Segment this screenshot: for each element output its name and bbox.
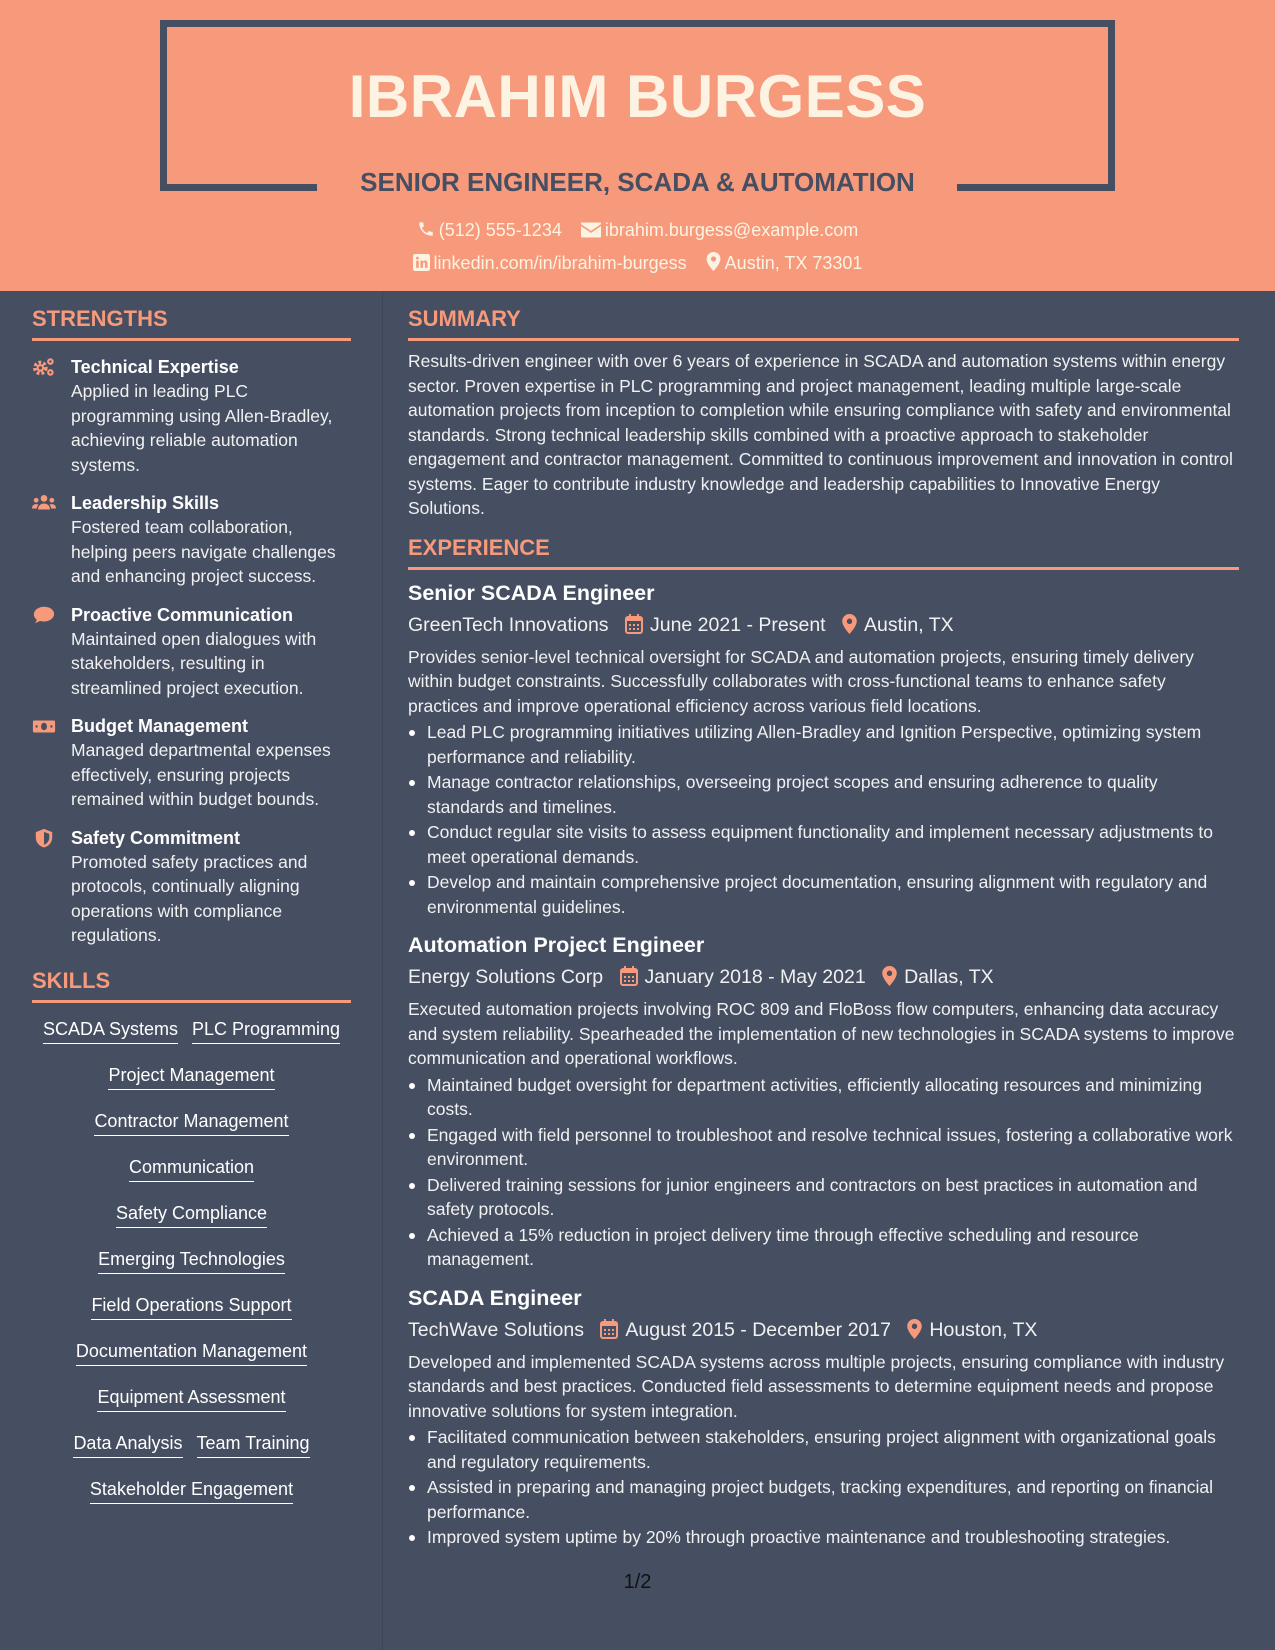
job-bullet: Manage contractor relationships, overseeing project scopes and ensuring adherence to quality standards and timelines.: [408, 770, 1239, 819]
contact-row-secondary: [0, 252, 1275, 274]
skill-tag: Safety Compliance: [116, 1201, 267, 1228]
linkedin-text: linkedin.com/in/ibrahim-burgess: [433, 253, 687, 273]
map-pin-icon: [842, 614, 857, 634]
calendar-icon: [625, 614, 643, 634]
contact-row-primary: [0, 220, 1275, 241]
job-meta: [408, 964, 1239, 990]
left-column: [32, 306, 351, 1523]
skill-tag: Contractor Management: [94, 1109, 288, 1136]
skill-tag: Emerging Technologies: [98, 1247, 285, 1274]
job-dates: January 2018 - May 2021: [644, 966, 866, 988]
skills-heading: SKILLS: [32, 968, 351, 1003]
strength-desc: Promoted safety practices and protocols, continually aligning operations with compliance regulations.: [71, 851, 308, 945]
job-bullet: Achieved a 15% reduction in project delivery time through effective scheduling and resource management.: [408, 1223, 1239, 1272]
skill-tag: Stakeholder Engagement: [90, 1477, 293, 1504]
summary-text: Results-driven engineer with over 6 years of experience in SCADA and automation systems within energy sector. Proven expertise in PLC programming and project management, leading multiple large-scale automation projects from inception to completion while ensuring compliance with safety and environmental standards. Strong technical leadership skills combined with a proactive approach to stakeholder engagement and contractor management. Committed to continuous improvement and innovation in control systems. Eager to contribute industry knowledge and leadership capabilities to Innovative Energy Solutions.: [408, 351, 1233, 518]
job-entry: [408, 1284, 1239, 1550]
experience-heading: EXPERIENCE: [408, 535, 1239, 570]
job-bullet: Lead PLC programming initiatives utilizing Allen-Bradley and Ignition Perspective, optimizing system performance and reliability.: [408, 720, 1239, 769]
strength-item: [32, 714, 351, 812]
map-pin-icon: [907, 1319, 922, 1339]
email-contact[interactable]: [581, 220, 858, 241]
job-company: Energy Solutions Corp: [408, 966, 604, 988]
job-bullet: Delivered training sessions for junior engineers and contractors on best practices in automation and safety protocols.: [408, 1173, 1239, 1222]
strength-title: Safety Commitment: [71, 827, 241, 848]
strength-item: [32, 826, 351, 948]
job-bullets: [408, 1425, 1239, 1550]
job-role: Automation Project Engineer: [408, 933, 705, 957]
job-location: Austin, TX: [864, 613, 954, 636]
skill-tag: PLC Programming: [192, 1017, 340, 1044]
job-bullets: [408, 720, 1239, 919]
job-company: GreenTech Innovations: [408, 613, 609, 636]
job-description: Developed and implemented SCADA systems across multiple projects, ensuring compliance with industry standards and best practices. Conducted field assessments to determine equipment needs and propose innovative solutions for system integration.: [408, 1351, 1225, 1421]
skill-tag: Equipment Assessment: [97, 1385, 285, 1412]
job-bullet: Maintained budget oversight for department activities, efficiently allocating resources and minimizing costs.: [408, 1073, 1239, 1122]
skill-tag: Communication: [129, 1155, 254, 1182]
skill-tag: Documentation Management: [76, 1339, 307, 1366]
strength-title: Proactive Communication: [71, 604, 294, 625]
strength-desc: Fostered team collaboration, helping peers navigate challenges and enhancing project success.: [71, 517, 336, 586]
job-title: SENIOR ENGINEER, SCADA & AUTOMATION: [360, 167, 915, 197]
money-bill-icon: [32, 716, 56, 736]
strength-title: Technical Expertise: [71, 357, 239, 377]
job-bullet: Facilitated communication between stakeholders, ensuring project alignment with organizational goals and regulatory requirements.: [408, 1425, 1239, 1474]
job-description: Provides senior-level technical oversight for SCADA and automation projects, ensuring timely delivery within budget constraints. Successfully collaborates with cross-functional teams to enhance safety practices and improve operational efficiency across various field locations.: [408, 646, 1194, 716]
skill-tag: SCADA Systems: [43, 1017, 178, 1044]
job-role: Senior SCADA Engineer: [408, 580, 655, 605]
job-meta: [408, 612, 1239, 638]
comment-icon: [32, 605, 56, 625]
strength-desc: Maintained open dialogues with stakeholders, resulting in streamlined project execution.: [71, 628, 317, 698]
job-role: SCADA Engineer: [408, 1285, 582, 1310]
job-description: Executed automation projects involving ROC 809 and FloBoss flow computers, enhancing data accuracy and system reliability. Spearheaded the implementation of new technologies in SCADA systems to improve communication and operational workflows.: [408, 999, 1235, 1068]
skill-tag: Project Management: [108, 1063, 274, 1090]
strength-desc: Applied in leading PLC programming using Allen-Bradley, achieving reliable automation systems.: [71, 381, 333, 475]
page-number: 1/2: [623, 1571, 652, 1593]
job-bullet: Conduct regular site visits to assess equipment functionality and implement necessary adjustments to meet operational demands.: [408, 820, 1239, 869]
phone-text: (512) 555-1234: [438, 220, 562, 240]
strength-title: Budget Management: [71, 716, 249, 736]
location-contact: [706, 252, 863, 274]
linkedin-contact[interactable]: [413, 253, 687, 274]
job-location: Dallas, TX: [904, 966, 994, 988]
email-text: ibrahim.burgess@example.com: [604, 220, 859, 240]
skill-tag: Field Operations Support: [91, 1293, 291, 1320]
summary-heading: SUMMARY: [408, 306, 1239, 341]
job-bullet: Improved system uptime by 20% through proactive maintenance and troubleshooting strategies.: [408, 1525, 1239, 1550]
shield-icon: [32, 828, 56, 848]
strength-title: Leadership Skills: [71, 493, 220, 513]
job-bullets: [408, 1073, 1239, 1272]
job-dates: June 2021 - Present: [649, 613, 826, 636]
users-icon: [32, 493, 56, 513]
resume-header: [0, 0, 1275, 291]
job-entry: [408, 579, 1239, 920]
skill-tag: Data Analysis: [73, 1431, 182, 1458]
strength-desc: Managed departmental expenses effectively, ensuring projects remained within budget bounds.: [71, 740, 331, 809]
job-dates: August 2015 - December 2017: [625, 1318, 891, 1341]
linkedin-icon: [413, 254, 430, 271]
strength-item: [32, 491, 351, 589]
candidate-name: IBRAHIM BURGESS: [348, 63, 927, 130]
job-bullet: Assisted in preparing and managing project budgets, tracking expenditures, and reporting on financial performance.: [408, 1475, 1239, 1524]
envelope-icon: [581, 222, 601, 238]
job-bullet: Engaged with field personnel to troubleshoot and resolve technical issues, fostering a collaborative work environment.: [408, 1123, 1239, 1172]
skill-tag: Team Training: [197, 1431, 310, 1458]
right-column: [408, 306, 1239, 1551]
gears-icon: [32, 357, 56, 377]
phone-contact[interactable]: [417, 220, 562, 241]
phone-icon: [417, 220, 435, 238]
map-pin-icon: [882, 966, 897, 986]
strength-item: [32, 355, 351, 477]
calendar-icon: [600, 1319, 618, 1339]
job-meta: [408, 1317, 1239, 1343]
map-pin-icon: [706, 252, 721, 271]
strength-item: [32, 603, 351, 701]
job-company: TechWave Solutions: [408, 1318, 584, 1341]
job-entry: [408, 931, 1239, 1272]
skills-list: [32, 1017, 351, 1523]
strengths-heading: STRENGTHS: [32, 306, 351, 341]
job-location: Houston, TX: [929, 1318, 1038, 1341]
location-text: Austin, TX 73301: [724, 253, 863, 273]
calendar-icon: [620, 966, 638, 986]
column-divider: [382, 291, 383, 1650]
job-bullet: Develop and maintain comprehensive project documentation, ensuring alignment with regulatory and environmental guidelines.: [408, 870, 1239, 919]
